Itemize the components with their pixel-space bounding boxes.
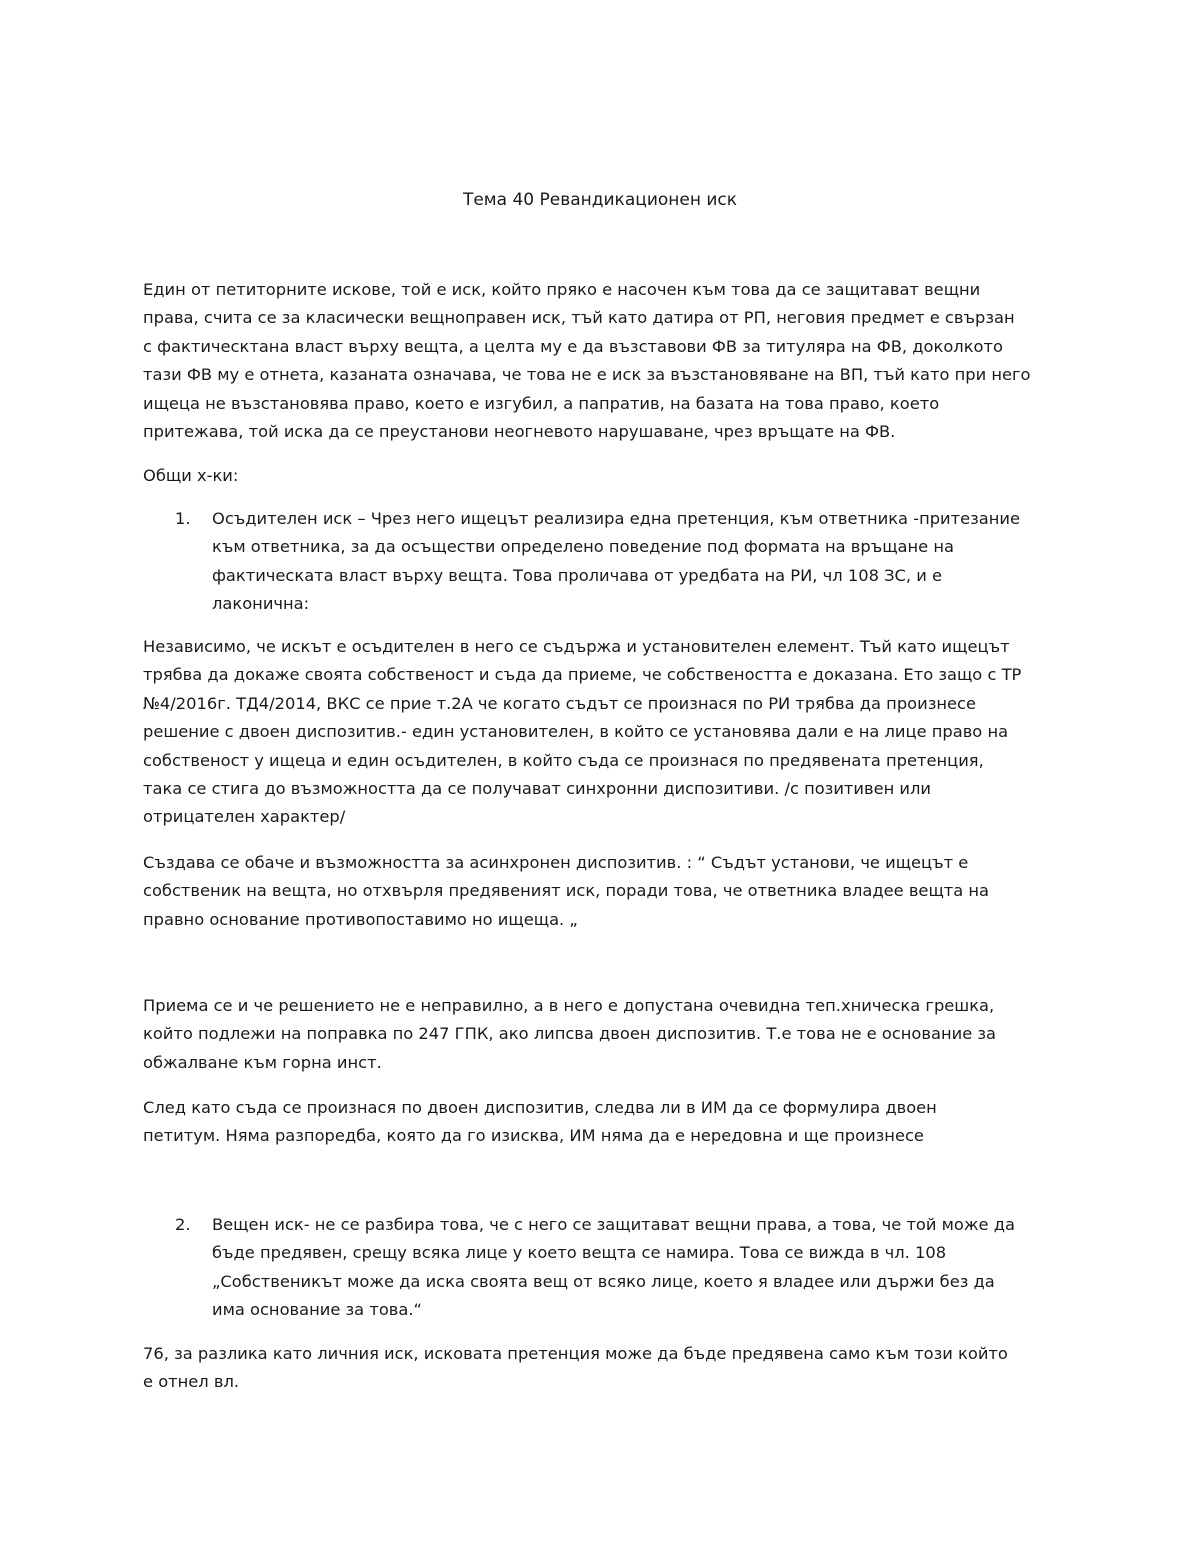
text-line: с фактическтана власт върху вещта, а целта му е да възставови ФВ за титуляра на ФВ, доколкото [143,336,1003,356]
text-line: правно основание противопоставимо но ищеща. „ [143,909,578,929]
text-line: решение с двоен диспозитив.- един установителен, в който се установява дали е на лице право на [143,722,1009,742]
text-line: петитум. Няма разпоредба, която да го изисква, ИМ няма да е нередовна и ще произнесе [143,1126,924,1146]
after-paragraph [143,1094,1063,1151]
text-line: тази ФВ му е отнета, казаната означава, че това не е иск за възстановяване на ВП, тъй като при него [143,365,1031,385]
list-number: 1. [175,509,191,528]
list-item-body [212,1211,1015,1325]
independent-paragraph [143,633,1063,832]
text-line: Създава се обаче и възможността за асинхронен диспозитив. : “ Съдът установи, че ищецът е [143,853,969,872]
text-line: Осъдителен иск – Чрез него ищецът реализира една претенция, към ответника -притезание [212,509,1021,528]
text-line: права, счита се за класически вещноправен иск, тъй като датира от РП, неговия предмет е свързан [143,308,1015,328]
text-line: трябва да докаже своята собственост и съда да приеме, че собствеността е доказана. Ето защо с ТР [143,665,1022,685]
text-line: 76, за разлика като личния иск, исковата претенция може да бъде предявена само към този който [143,1344,1008,1363]
text-line: Един от петиторните искове, той е иск, който пряко е насочен към това да се защитават вещни [143,280,981,299]
general-heading [143,462,1063,490]
text-line: собственик на вещта, но отхвърля предявеният иск, поради това, че ответника владее вещта на [143,881,990,901]
text-line: Вещен иск- не се разбира това, че с него се защитават вещни права, а това, че той може да [212,1215,1015,1234]
list-number: 2. [175,1215,191,1234]
text-line: Независимо, че искът е осъдителен в него се съдържа и установителен елемент. Тъй като ищецът [143,637,1010,656]
text-line: така се стига до възможността да се получават синхронни диспозитиви. /с позитивен или [143,779,931,799]
list-item-body [212,505,1020,619]
text-line: ищеца не възстановява право, което е изгубил, а папратив, на базата на това право, което [143,393,940,413]
text-line: Приема се и че решението не е неправилно, а в него е допустана очевидна теп.хническа грешка, [143,996,995,1015]
text-line: бъде предявен, срещу всяка лице у което вещта се намира. Това се вижда в чл. 108 [212,1243,947,1263]
text-line: Общи х-ки: [143,466,239,485]
intro-paragraph [143,276,1063,446]
text-line: №4/2016г. ТД4/2014, ВКС се прие т.2А че когато съдът се произнася по РИ трябва да произнесе [143,693,976,713]
text-line: е отнел вл. [143,1372,240,1392]
final-paragraph [143,1340,1063,1397]
document-title: Тема 40 Ревандикационен иск [462,190,738,210]
text-line: лаконична: [212,594,310,614]
text-line: притежава, той иска да се преустанови неогневото нарушаване, чрез връщате на ФВ. [143,422,896,442]
text-line: фактическата власт върху вещта. Това проличава от уредбата на РИ, чл 108 ЗС, и е [212,565,943,585]
text-line: към ответника, за да осъществи определено поведение под формата на връщане на [212,537,954,557]
text-line: отрицателен характер/ [143,807,346,827]
text-line: собственост у ищеца и един осъдителен, в който съда се произнася по предявената претенция, [143,750,984,770]
text-line: има основание за това.“ [212,1300,422,1320]
text-line: След като съда се произнася по двоен диспозитив, следва ли в ИМ да се формулира двоен [143,1098,937,1117]
async-paragraph [143,849,1063,934]
text-line: „Собственикът може да иска своята вещ от всяко лице, което я владее или държи без да [212,1271,995,1291]
accepted-paragraph [143,992,1063,1077]
text-line: който подлежи на поправка по 247 ГПК, ако липсва двоен диспозитив. Т.е това не е основание за [143,1024,997,1044]
text-line: обжалване към горна инст. [143,1052,382,1072]
